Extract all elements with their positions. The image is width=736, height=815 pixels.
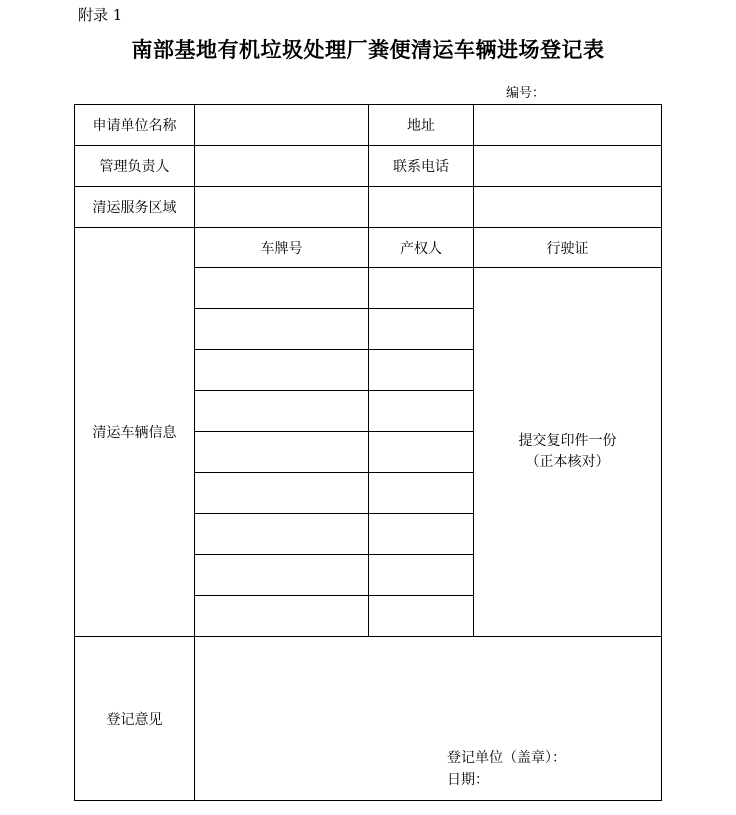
vehicle-info-label: 清运车辆信息 bbox=[75, 228, 195, 637]
owner-field[interactable] bbox=[369, 309, 474, 350]
registration-form-table bbox=[74, 104, 662, 801]
phone-label: 联系电话 bbox=[369, 146, 474, 187]
serial-number-label: 编号： bbox=[506, 86, 546, 101]
blank-cell bbox=[474, 187, 662, 228]
license-note-line1: 提交复印件一份 bbox=[518, 433, 617, 449]
owner-field[interactable] bbox=[369, 350, 474, 391]
service-area-label: 清运服务区域 bbox=[75, 187, 195, 228]
stamp-label: 登记单位（盖章）： bbox=[447, 750, 566, 766]
address-field[interactable] bbox=[474, 105, 662, 146]
service-area-field[interactable] bbox=[195, 187, 369, 228]
plate-field[interactable] bbox=[195, 432, 369, 473]
address-label: 地址 bbox=[369, 105, 474, 146]
plate-field[interactable] bbox=[195, 473, 369, 514]
plate-field[interactable] bbox=[195, 391, 369, 432]
owner-field[interactable] bbox=[369, 268, 474, 309]
plate-field[interactable] bbox=[195, 555, 369, 596]
plate-field[interactable] bbox=[195, 350, 369, 391]
owner-field[interactable] bbox=[369, 391, 474, 432]
license-column-header: 行驶证 bbox=[474, 228, 662, 268]
manager-field[interactable] bbox=[195, 146, 369, 187]
owner-field[interactable] bbox=[369, 473, 474, 514]
date-label: 日期： bbox=[447, 772, 489, 788]
owner-column-header: 产权人 bbox=[369, 228, 474, 268]
owner-field[interactable] bbox=[369, 432, 474, 473]
plate-column-header: 车牌号 bbox=[195, 228, 369, 268]
applicant-field[interactable] bbox=[195, 105, 369, 146]
plate-field[interactable] bbox=[195, 514, 369, 555]
manager-label: 管理负责人 bbox=[75, 146, 195, 187]
opinion-field[interactable] bbox=[195, 637, 662, 801]
plate-field[interactable] bbox=[195, 309, 369, 350]
owner-field[interactable] bbox=[369, 555, 474, 596]
license-note-line2: （正本核对） bbox=[525, 454, 610, 470]
owner-field[interactable] bbox=[369, 596, 474, 637]
license-note-cell bbox=[474, 268, 662, 637]
form-title: 南部基地有机垃圾处理厂粪便清运车辆进场登记表 bbox=[131, 37, 605, 62]
appendix-label: 附录 1 bbox=[78, 6, 123, 24]
plate-field[interactable] bbox=[195, 596, 369, 637]
opinion-label: 登记意见 bbox=[75, 637, 195, 801]
plate-field[interactable] bbox=[195, 268, 369, 309]
applicant-label: 申请单位名称 bbox=[75, 105, 195, 146]
blank-cell bbox=[369, 187, 474, 228]
owner-field[interactable] bbox=[369, 514, 474, 555]
phone-field[interactable] bbox=[474, 146, 662, 187]
